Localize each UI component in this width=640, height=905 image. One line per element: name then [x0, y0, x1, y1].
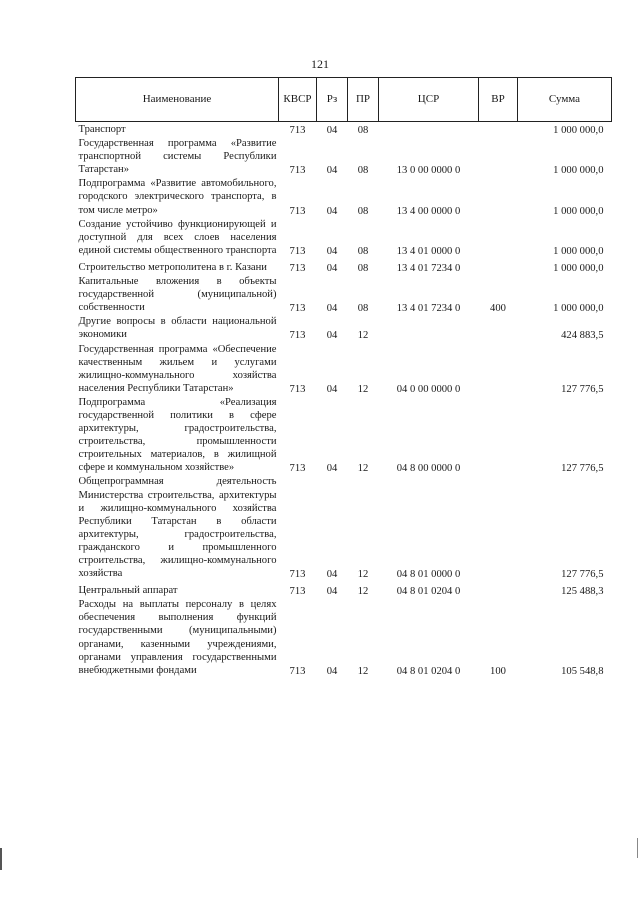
header-csr: ЦСР [379, 78, 479, 122]
header-vr: ВР [479, 78, 518, 122]
cell-sum: 1 000 000,0 [553, 205, 604, 217]
cell-kvsr: 713 [289, 245, 306, 257]
cell-pr: 12 [357, 330, 369, 342]
cell-rz: 04 [326, 330, 338, 342]
table-row [76, 218, 612, 258]
table-row [76, 581, 612, 598]
cell-vr [479, 475, 518, 581]
cell-sum: 424 883,5 [561, 330, 604, 342]
cell-kvsr: 713 [289, 205, 306, 217]
cell-vr [479, 581, 518, 598]
header-name: Наименование [76, 78, 279, 122]
cell-kvsr: 713 [289, 125, 306, 136]
cell-sum: 1 000 000,0 [553, 245, 604, 257]
cell-pr: 08 [357, 303, 369, 315]
cell-kvsr: 713 [289, 383, 306, 395]
cell-csr: 13 4 01 7234 0 [396, 303, 461, 315]
cell-pr: 08 [357, 205, 369, 217]
table-row [76, 258, 612, 275]
cell-csr [379, 315, 479, 342]
cell-rz: 04 [326, 262, 338, 274]
table-row [76, 137, 612, 177]
cell-pr: 08 [357, 165, 369, 177]
cell-pr: 12 [357, 463, 369, 475]
cell-vr [479, 177, 518, 217]
cell-rz: 04 [326, 125, 338, 136]
cell-rz: 04 [326, 165, 338, 177]
scan-edge-mark [0, 848, 2, 870]
header-pr: ПР [348, 78, 379, 122]
cell-csr: 04 8 01 0204 0 [396, 586, 461, 598]
budget-table [75, 77, 612, 678]
cell-csr: 13 4 01 0000 0 [396, 245, 461, 257]
cell-sum: 125 488,3 [561, 586, 604, 598]
cell-pr: 12 [357, 665, 369, 677]
cell-kvsr: 713 [289, 569, 306, 581]
cell-pr: 12 [357, 383, 369, 395]
cell-kvsr: 713 [289, 165, 306, 177]
table-row [76, 396, 612, 476]
cell-csr: 04 8 00 0000 0 [396, 463, 461, 475]
cell-kvsr: 713 [289, 665, 306, 677]
cell-rz: 04 [326, 205, 338, 217]
table-row [76, 343, 612, 396]
cell-sum: 105 548,8 [561, 665, 604, 677]
cell-vr [479, 218, 518, 258]
cell-csr [379, 122, 479, 138]
cell-sum: 127 776,5 [561, 569, 604, 581]
table-row [76, 122, 612, 138]
cell-name: Строительство метрополитена в г. Казани [78, 261, 267, 273]
scan-edge-mark-right [637, 838, 638, 858]
page-number: 121 [311, 57, 329, 71]
cell-kvsr: 713 [289, 262, 306, 274]
cell-sum: 1 000 000,0 [553, 165, 604, 177]
header-sum: Сумма [518, 78, 612, 122]
cell-rz: 04 [326, 463, 338, 475]
cell-pr: 12 [357, 586, 369, 598]
table-row [76, 315, 612, 342]
cell-rz: 04 [326, 245, 338, 257]
cell-name: Государственная программа «Развитие транспортной системы Республики Татарстан» [78, 138, 277, 176]
cell-name: Создание устойчиво функционирующей и доступной для всех слоев населения единой системы общественного транспорта [78, 218, 277, 256]
header-kvsr: КВСР [279, 78, 317, 122]
cell-name: Центральный аппарат [78, 585, 178, 597]
cell-csr: 04 0 00 0000 0 [396, 383, 461, 395]
cell-sum: 1 000 000,0 [553, 125, 604, 136]
cell-kvsr: 713 [289, 330, 306, 342]
cell-vr [479, 315, 518, 342]
cell-sum: 1 000 000,0 [553, 303, 604, 315]
cell-vr: 100 [490, 665, 506, 677]
cell-vr [479, 122, 518, 138]
cell-name: Государственная программа «Обеспечение качественным жильем и услугами жилищно-коммунального хозяйства населения Республики Татарстан» [78, 343, 277, 394]
cell-csr: 13 4 01 7234 0 [396, 262, 461, 274]
cell-vr [479, 137, 518, 177]
table-row [76, 177, 612, 217]
cell-kvsr: 713 [289, 303, 306, 315]
table-row [76, 475, 612, 581]
table-row [76, 275, 612, 315]
cell-rz: 04 [326, 569, 338, 581]
cell-vr: 400 [490, 303, 506, 315]
cell-kvsr: 713 [289, 463, 306, 475]
table-row [76, 598, 612, 678]
cell-csr: 13 0 00 0000 0 [396, 165, 461, 177]
cell-name: Транспорт [78, 124, 126, 135]
cell-rz: 04 [326, 383, 338, 395]
cell-name: Расходы на выплаты персоналу в целях обеспечения выполнения функций государственными (муниципальными) органами, казенными учреждениями, органами управления государственными внебюджетными фондами [78, 599, 277, 676]
cell-name: Другие вопросы в области национальной экономики [78, 316, 277, 341]
cell-csr: 04 8 01 0000 0 [396, 569, 461, 581]
cell-name: Общепрограммная деятельность Министерства строительства, архитектуры и жилищно-коммунального хозяйства Республики Татарстан в области архитектуры, градостроительства, гражданского и промышленного строительства, жилищно-коммунального хозяйства [78, 476, 277, 580]
cell-csr: 04 8 01 0204 0 [396, 665, 461, 677]
cell-csr: 13 4 00 0000 0 [396, 205, 461, 217]
cell-vr [479, 396, 518, 476]
cell-kvsr: 713 [289, 586, 306, 598]
cell-pr: 12 [357, 569, 369, 581]
cell-sum: 127 776,5 [561, 383, 604, 395]
cell-name: Подпрограмма «Развитие автомобильного, городского электрического транспорта, в том числе метро» [78, 178, 277, 216]
cell-vr [479, 258, 518, 275]
cell-pr: 08 [357, 125, 369, 136]
header-rz: Рз [317, 78, 348, 122]
table-header-row [76, 78, 612, 122]
cell-name: Капитальные вложения в объекты государственной (муниципальной) собственности [78, 276, 277, 314]
cell-pr: 08 [357, 245, 369, 257]
cell-rz: 04 [326, 665, 338, 677]
cell-vr [479, 343, 518, 396]
cell-name: Подпрограмма «Реализация государственной политики в сфере архитектуры, градостроительства, строительства, промышленности строительных материалов, в жилищной сфере и коммунальном хозяйстве» [78, 396, 277, 474]
cell-sum: 1 000 000,0 [553, 262, 604, 274]
table-body [76, 122, 612, 678]
cell-rz: 04 [326, 586, 338, 598]
cell-pr: 08 [357, 262, 369, 274]
cell-rz: 04 [326, 303, 338, 315]
cell-sum: 127 776,5 [561, 463, 604, 475]
